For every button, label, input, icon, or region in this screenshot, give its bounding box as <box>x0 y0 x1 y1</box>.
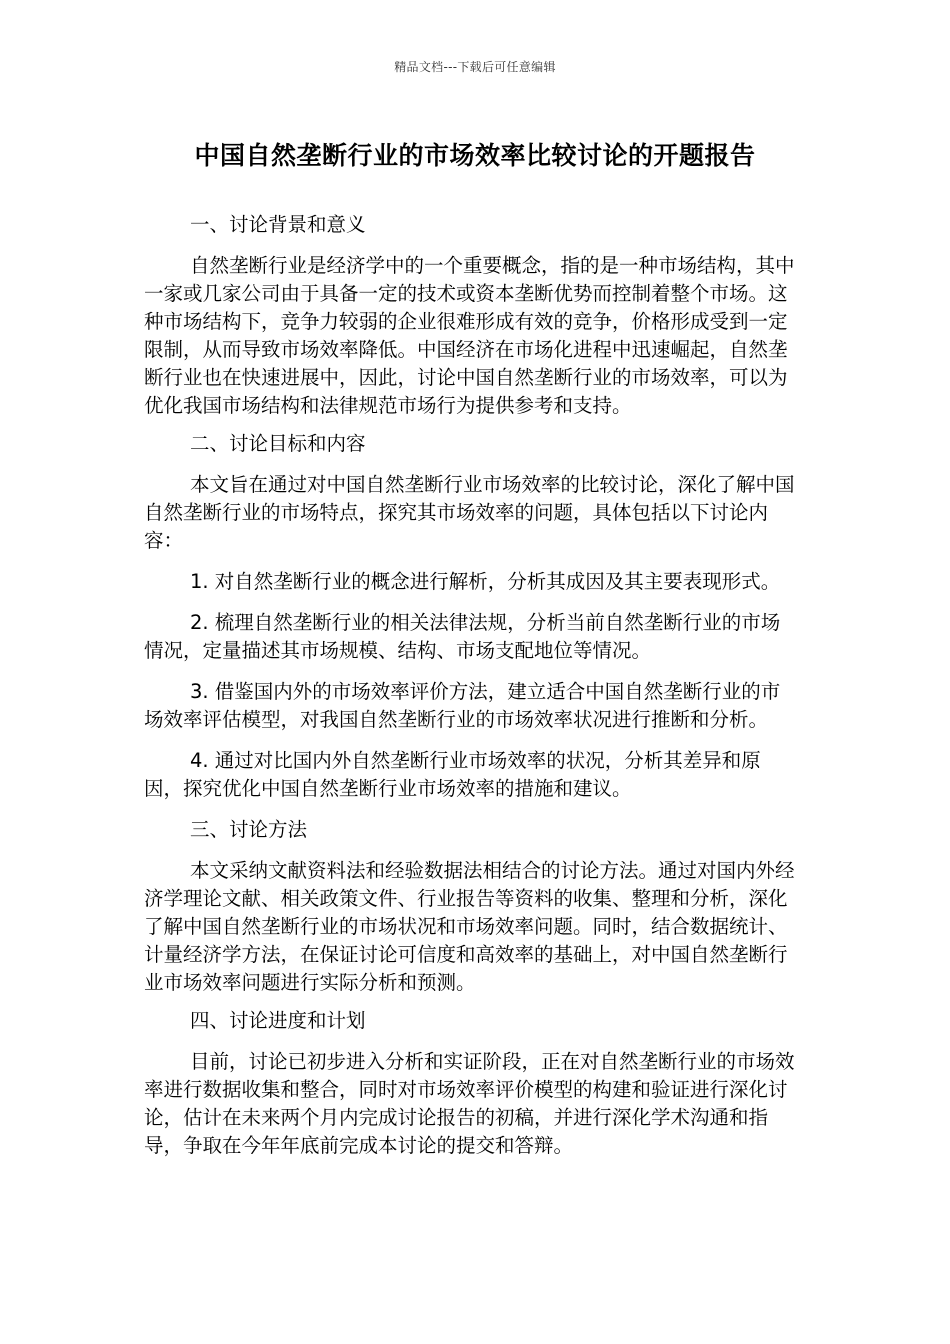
document-body <box>144 211 796 1160</box>
paragraph-goals-intro: 本文旨在通过对中国自然垄断行业市场效率的比较讨论，深化了解中国自然垄断行业的市场特点，探究其市场效率的问题，具体包括以下讨论内容： <box>144 473 795 552</box>
header-note: 精品文档---下载后可任意编辑 <box>394 60 556 74</box>
section-heading-goals: 二、讨论目标和内容 <box>190 432 366 455</box>
list-item-4: 4. 通过对比国内外自然垄断行业市场效率的状况，分析其差异和原因，探究优化中国自然垄断行业市场效率的措施和建议。 <box>144 749 761 800</box>
paragraph-progress: 目前，讨论已初步进入分析和实证阶段，正在对自然垄断行业的市场效率进行数据收集和整合，同时对市场效率评价模型的构建和验证进行深化讨论，估计在未来两个月内完成讨论报告的初稿，并进行深化学术沟通和指导，争取在今年年底前完成本讨论的提交和答辩。 <box>144 1050 795 1157</box>
section-heading-background: 一、讨论背景和意义 <box>190 213 366 236</box>
section-heading-methods: 三、讨论方法 <box>190 818 308 841</box>
paragraph-methods: 本文采纳文献资料法和经验数据法相结合的讨论方法。通过对国内外经济学理论文献、相关政策文件、行业报告等资料的收集、整理和分析，深化了解中国自然垄断行业的市场状况和市场效率问题。同时，结合数据统计、计量经济学方法，在保证讨论可信度和高效率的基础上，对中国自然垄断行业市场效率问题进行实际分析和预测。 <box>144 859 795 994</box>
list-item-1: 1. 对自然垄断行业的概念进行解析，分析其成因及其主要表现形式。 <box>190 570 781 593</box>
section-heading-progress: 四、讨论进度和计划 <box>190 1009 366 1032</box>
list-item-2: 2. 梳理自然垄断行业的相关法律法规，分析当前自然垄断行业的市场情况，定量描述其市场规模、结构、市场支配地位等情况。 <box>144 611 781 662</box>
list-item-3: 3. 借鉴国内外的市场效率评价方法，建立适合中国自然垄断行业的市场效率评估模型，对我国自然垄断行业的市场效率状况进行推断和分析。 <box>144 680 781 731</box>
paragraph-background: 自然垄断行业是经济学中的一个重要概念，指的是一种市场结构，其中一家或几家公司由于具备一定的技术或资本垄断优势而控制着整个市场。这种市场结构下，竞争力较弱的企业很难形成有效的竞争，价格形成受到一定限制，从而导致市场效率降低。中国经济在市场化进程中迅速崛起，自然垄断行业也在快速进展中，因此，讨论中国自然垄断行业的市场效率，可以为优化我国市场结构和法律规范市场行为提供参考和支持。 <box>144 254 795 417</box>
document-title: 中国自然垄断行业的市场效率比较讨论的开题报告 <box>194 141 756 170</box>
